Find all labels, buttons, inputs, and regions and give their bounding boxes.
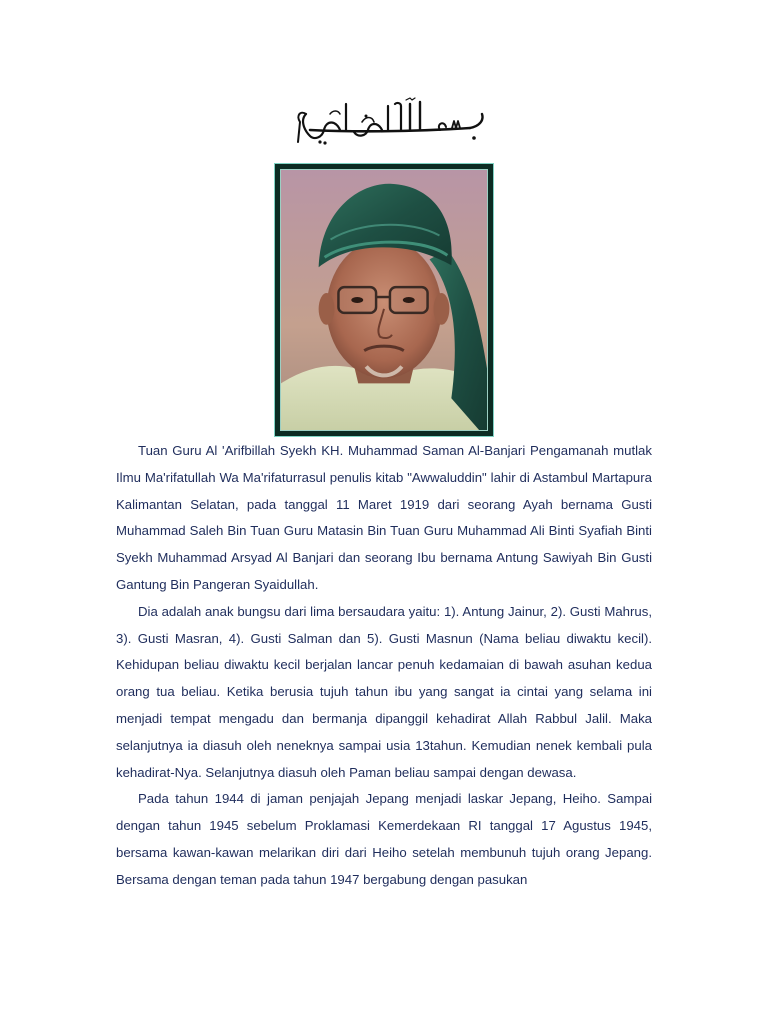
paragraph-1: Tuan Guru Al 'Arifbillah Syekh KH. Muhammad Saman Al-Banjari Pengamanah mutlak Ilmu Ma'rifatullah Wa Ma'rifaturrasul penulis kitab "Awwaluddin" lahir di Astambul Martapura Kalimantan Selatan, pada tanggal 11 Maret 1919 dari seorang Ayah bernama Gusti Muhammad Saleh Bin Tuan Guru Matasin Bin Tuan Guru Muhammad Ali Binti Syafiah Binti Syekh Muhammad Arsyad Al Banjari dan seorang Ibu bernama Antung Sawiyah Bin Gusti Gantung Bin Pangeran Syaidullah. — [116, 443, 652, 592]
basmala-calligraphy-icon — [270, 92, 498, 152]
biography-text — [116, 438, 652, 894]
paragraph-2: Dia adalah anak bungsu dari lima bersaudara yaitu: 1). Antung Jainur, 2). Gusti Mahrus, 3). Gusti Masran, 4). Gusti Salman dan 5). Gusti Masnun (Nama beliau diwaktu kecil). Kehidupan beliau diwaktu kecil berjalan lancar penuh kedamaian di bawah asuhan kedua orang tua beliau. Ketika berusia tujuh tahun ibu yang sangat ia cintai yang selama ini menjadi tempat mengadu dan bermanja dipanggil kehadirat Allah Rabbul Jalil. Maka selanjutnya ia diasuh oleh neneknya sampai usia 13tahun. Kemudian nenek kembali pula kehadirat-Nya. Selanjutnya diasuh oleh Paman beliau sampai dengan dewasa. — [116, 603, 652, 780]
paragraph-3: Pada tahun 1944 di jaman penjajah Jepang menjadi laskar Jepang, Heiho. Sampai dengan tahun 1945 sebelum Proklamasi Kemerdekaan RI tanggal 17 Agustus 1945, bersama kawan-kawan melarikan diri dari Heiho setelah membunuh tujuh orang Jepang. Bersama dengan teman pada tahun 1947 bergabung dengan pasukan — [116, 791, 652, 887]
portrait-photo-frame — [274, 163, 494, 437]
portrait-photo-icon — [280, 169, 488, 431]
